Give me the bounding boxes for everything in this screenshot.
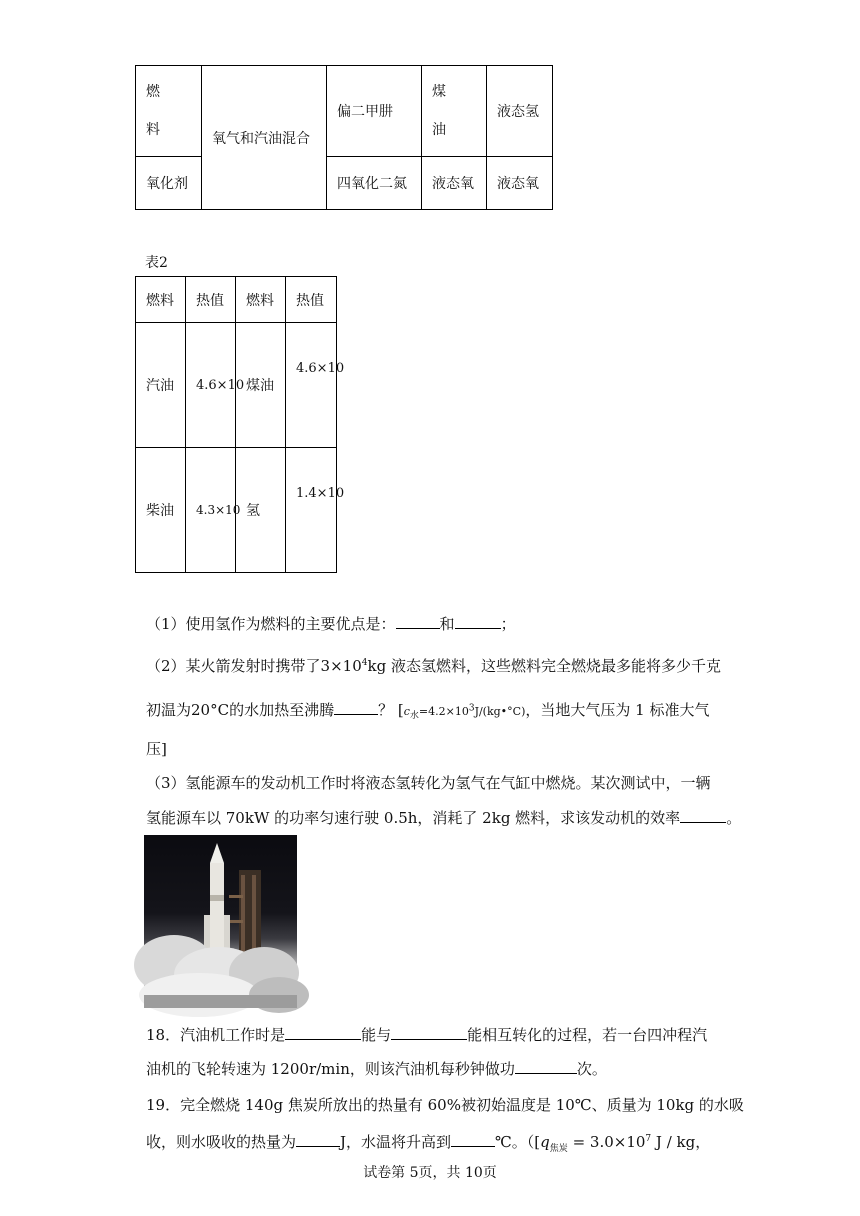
q18-blank-1 bbox=[285, 1027, 361, 1040]
oxidizer-cell-3: 液态氧 bbox=[487, 157, 553, 210]
q1-blank-2 bbox=[455, 616, 501, 629]
oxidizer-cell-2: 液态氧 bbox=[422, 157, 487, 210]
fuel-cell-2-char-1: 煤 bbox=[432, 84, 446, 100]
heat-kerosene: 4.6×10 bbox=[286, 323, 337, 448]
question-19-line-1: 19．完全燃烧 140g 焦炭所放出的热量有 60%被初始温度是 10℃、质量为 10kg 的水吸 bbox=[146, 1096, 744, 1114]
oxidizer-row-label: 氧化剂 bbox=[136, 157, 202, 210]
q19-blank-2 bbox=[451, 1134, 495, 1147]
fuel-cell-2-char-2: 油 bbox=[432, 122, 446, 138]
specific-heat-symbol: c bbox=[403, 705, 410, 718]
specific-heat-subscript: 水 bbox=[409, 711, 419, 722]
heat-value-symbol: q bbox=[540, 1133, 550, 1151]
heat-value-exponent: 7 bbox=[645, 1134, 652, 1144]
question-2-line-1 bbox=[146, 655, 721, 676]
oxidizer-cell-1: 四氧化二氮 bbox=[327, 157, 422, 210]
q19-text-d: ， bbox=[695, 1133, 711, 1151]
q2-line2-text: 初温为20°C的水加热至沸腾 bbox=[146, 701, 335, 719]
fuel-cell-2 bbox=[422, 66, 487, 157]
q18-text-c: 能相互转化的过程，若一台四冲程汽 bbox=[467, 1026, 708, 1044]
fuel-kerosene: 煤油 bbox=[236, 323, 286, 448]
merged-fuel-oxidizer-cell: 氧气和汽油混合 bbox=[202, 66, 327, 210]
fuel-row-label bbox=[136, 66, 202, 157]
q19-text-a: 收，则水吸收的热量为 bbox=[146, 1133, 297, 1151]
fuel-hydrogen: 氢 bbox=[236, 448, 286, 573]
q18-line2-end: 次。 bbox=[576, 1060, 607, 1078]
header-heat-2: 热值 bbox=[286, 277, 337, 323]
heat-hydrogen: 1.4×10 bbox=[286, 448, 337, 573]
q19-blank-1 bbox=[296, 1134, 340, 1147]
q18-text-b: 能与 bbox=[361, 1026, 392, 1044]
question-1 bbox=[146, 613, 516, 634]
fuel-label-char-1: 燃 bbox=[146, 84, 160, 100]
page-footer: 试卷第 5页，共 10页 bbox=[363, 1165, 497, 1181]
q18-blank-3 bbox=[515, 1061, 577, 1074]
header-heat-1: 热值 bbox=[186, 277, 236, 323]
q19-text-c: ℃。（[ bbox=[495, 1133, 541, 1151]
rocket-launch-photo bbox=[144, 835, 297, 1008]
q3-blank bbox=[680, 810, 726, 823]
q2-exponent: 4 bbox=[361, 658, 368, 668]
q3-end: 。 bbox=[726, 809, 742, 827]
q2-text-b: kg 液态氢燃料，这些燃料完全燃烧最多能将多少千克 bbox=[367, 657, 721, 675]
q18-text-a: 18．汽油机工作时是 bbox=[146, 1026, 286, 1044]
q1-blank-1 bbox=[396, 616, 440, 629]
rocket-fuel-table bbox=[135, 65, 553, 210]
q3-text: 氢能源车以 70kW 的功率匀速行驶 0.5h，消耗了 2kg 燃料，求该发动机的效率 bbox=[146, 809, 681, 827]
question-18-line-2 bbox=[146, 1058, 607, 1079]
question-2-line-2 bbox=[146, 699, 709, 721]
question-3-line-2 bbox=[146, 807, 741, 828]
fuel-label-char-2: 料 bbox=[146, 122, 160, 138]
q1-text: （1）使用氢作为燃料的主要优点是： bbox=[146, 615, 396, 633]
q2-blank bbox=[334, 702, 378, 715]
q2-line2-tail: ，当地大气压为 1 标准大气 bbox=[525, 701, 710, 719]
specific-heat-value: =4.2×10 bbox=[418, 705, 469, 718]
heat-value-table bbox=[135, 276, 345, 573]
heat-value-subscript: 焦炭 bbox=[549, 1144, 568, 1154]
question-2-line-3: 压] bbox=[146, 740, 167, 758]
question-3-line-1: （3）氢能源车的发动机工作时将液态氢转化为氢气在气缸中燃烧。某次测试中，一辆 bbox=[146, 774, 711, 792]
q19-text-b: J，水温将升高到 bbox=[340, 1133, 452, 1151]
header-fuel-1: 燃料 bbox=[136, 277, 186, 323]
specific-heat-unit: J/(kg•°C) bbox=[474, 705, 526, 718]
specific-heat-exponent: 3 bbox=[468, 703, 475, 714]
q2-text-a: （2）某火箭发射时携带了3×10 bbox=[146, 657, 362, 675]
heat-value-unit: J / kg bbox=[651, 1133, 696, 1151]
question-18-line-1 bbox=[146, 1024, 707, 1045]
q18-line2-text: 油机的飞轮转速为 1200r/min，则该汽油机每秒钟做功 bbox=[146, 1060, 515, 1078]
question-19-line-2 bbox=[146, 1131, 710, 1154]
heat-gasoline: 4.6×10 bbox=[186, 323, 236, 448]
heat-value-number: = 3.0×10 bbox=[567, 1133, 646, 1151]
q2-bracket: ？ [ bbox=[378, 701, 404, 719]
fuel-gasoline: 汽油 bbox=[136, 323, 186, 448]
fuel-cell-1: 偏二甲肼 bbox=[327, 66, 422, 157]
fuel-cell-3: 液态氢 bbox=[487, 66, 553, 157]
q1-end: ； bbox=[500, 615, 516, 633]
rocket-launch-illustration bbox=[144, 835, 297, 1008]
heat-diesel: 4.3×10 bbox=[186, 448, 236, 573]
q18-blank-2 bbox=[391, 1027, 467, 1040]
header-fuel-2: 燃料 bbox=[236, 277, 286, 323]
table2-caption: 表2 bbox=[145, 255, 168, 271]
q1-and: 和 bbox=[439, 615, 455, 633]
fuel-diesel: 柴油 bbox=[136, 448, 186, 573]
